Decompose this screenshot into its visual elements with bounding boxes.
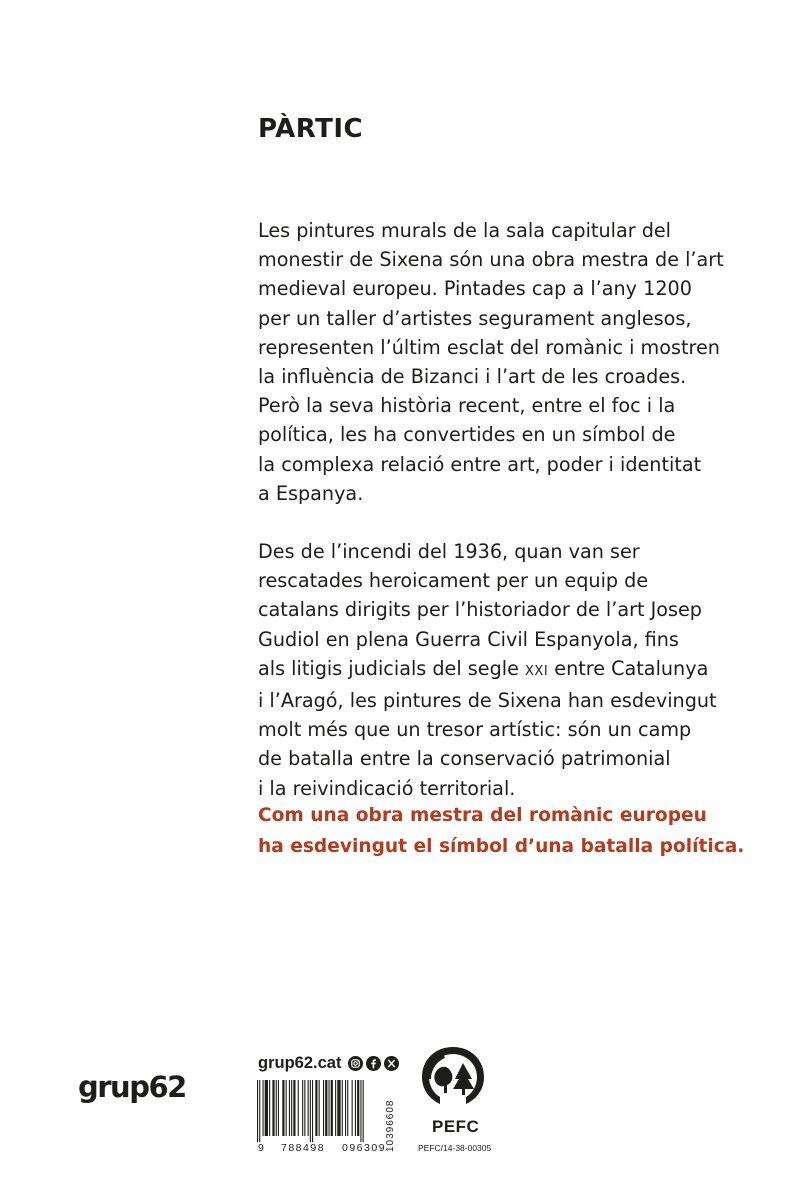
text-line: Des de l’incendi del 1936, quan van ser	[258, 540, 640, 564]
publisher-logo: grup62	[78, 1070, 186, 1104]
barcode-bar	[335, 1080, 336, 1136]
text-segment: entre Catalunya	[548, 656, 709, 680]
website-row	[258, 1052, 399, 1074]
barcode-bar	[329, 1080, 330, 1136]
paragraph-gap	[258, 508, 778, 537]
text-line: medieval europeu. Pintades cap a l’any 1200	[258, 277, 692, 301]
barcode-bar	[276, 1080, 277, 1136]
barcode-bar	[347, 1080, 348, 1136]
barcode-bar	[272, 1080, 274, 1136]
barcode-bar	[308, 1080, 309, 1136]
barcode-bar	[337, 1080, 340, 1136]
isbn-group-1: 788498	[281, 1142, 326, 1154]
internal-code: 10396608	[385, 1099, 396, 1152]
text-line: Les pintures murals de la sala capitular del	[258, 219, 672, 242]
barcode-bar	[319, 1080, 320, 1136]
barcode-bar	[310, 1080, 311, 1142]
barcode-bar	[282, 1080, 284, 1136]
pefc-label: PEFC	[432, 1117, 480, 1136]
text-line: rescatades heroicament per un equip de	[258, 569, 649, 593]
barcode-bar	[323, 1080, 324, 1136]
back-cover-description	[258, 216, 778, 803]
tagline-line: ha esdevingut el símbol d’una batalla política.	[258, 836, 745, 857]
website-text: grup62.cat	[258, 1053, 342, 1072]
barcode-bar	[331, 1080, 333, 1136]
barcode-bar	[302, 1080, 303, 1136]
barcode-bar	[355, 1080, 356, 1136]
barcode-bar	[278, 1080, 279, 1136]
text-line: monestir de Sixena són una obra mestra de l’art	[258, 248, 724, 272]
text-line: i la reivindicació territorial.	[258, 776, 516, 800]
barcode-bar	[352, 1080, 353, 1136]
century-numeral: XXI	[525, 663, 549, 679]
barcode-bar	[342, 1080, 343, 1136]
barcode-bar	[357, 1080, 359, 1136]
barcode-bar	[269, 1080, 270, 1136]
text-line: catalans dirigits per l’historiador de l’art Josep	[258, 598, 702, 622]
isbn-group-2: 096309	[342, 1142, 387, 1154]
brand-logo: PÀRTIC	[258, 114, 364, 144]
barcode-bar	[289, 1080, 290, 1136]
facebook-icon	[366, 1056, 381, 1071]
text-line: per un taller d’artistes segurament anglesos,	[258, 306, 692, 330]
text-line	[258, 654, 778, 686]
text-segment: als litigis judicials del segle	[258, 656, 526, 680]
barcode-bar	[291, 1080, 292, 1136]
text-line: Gudiol en plena Guerra Civil Espanyola, fins	[258, 627, 679, 651]
barcode-bar	[345, 1080, 346, 1136]
social-icons	[348, 1056, 399, 1071]
tagline	[258, 800, 778, 862]
barcode-bar	[263, 1080, 264, 1136]
text-line: política, les ha convertides en un símbol de	[258, 423, 676, 447]
barcode-bar	[312, 1080, 313, 1142]
barcode-bar	[293, 1080, 295, 1136]
text-line: molt més que un tresor artístic: són un camp	[258, 718, 692, 742]
text-line: la influència de Bizanci i l’art de les croades.	[258, 365, 687, 389]
text-line: representen l’últim esclat del romànic i mostren	[258, 335, 720, 359]
barcode-bar	[325, 1080, 327, 1136]
barcode-bar	[315, 1080, 317, 1136]
text-line: Però la seva història recent, entre el foc i la	[258, 394, 676, 418]
barcode-bar	[304, 1080, 305, 1136]
pefc-logo-icon	[420, 1045, 486, 1115]
barcode-bar	[360, 1080, 361, 1142]
text-line: i l’Aragó, les pintures de Sixena han esdevingut	[258, 689, 717, 713]
barcode-bar	[298, 1080, 299, 1136]
text-line: de batalla entre la conservació patrimonial	[258, 747, 671, 771]
isbn-first-digit: 9	[258, 1142, 266, 1154]
barcode-bar	[259, 1080, 260, 1142]
text-line: la complexa relació entre art, poder i identitat	[258, 452, 702, 476]
instagram-icon	[348, 1056, 363, 1071]
barcode-bar	[286, 1080, 287, 1136]
text-line: a Espanya.	[258, 481, 364, 505]
x-icon	[384, 1056, 399, 1071]
barcode-bar	[265, 1080, 268, 1136]
barcode-bar	[363, 1080, 364, 1142]
barcode	[257, 1080, 381, 1142]
tagline-line: Com una obra mestra del romànic europeu	[258, 805, 707, 826]
barcode-bar	[257, 1080, 258, 1142]
pefc-code: PEFC/14-38-00305	[418, 1143, 492, 1153]
